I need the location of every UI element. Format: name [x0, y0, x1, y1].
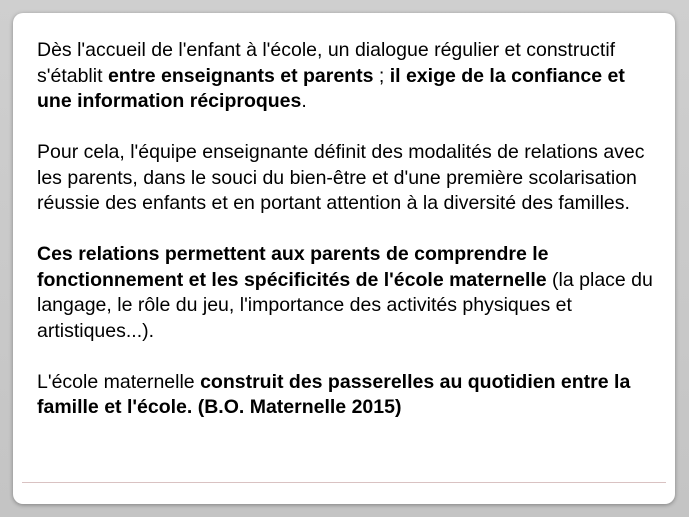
slide-text-body — [37, 38, 657, 421]
paragraph-equipe — [37, 140, 657, 217]
text-run: (la place du langage, le rôle du jeu, l'importance des activités physiques et artistiques...). — [37, 268, 653, 342]
footer-divider — [22, 482, 666, 483]
text-run: Dès l'accueil de l'enfant à l'école, un dialogue régulier et constructif s'établit — [37, 39, 616, 87]
text-run: Pour cela, l'équipe enseignante définit des modalités de relations avec les parents, dans le souci du bien-être et d'une première scolarisation réussie des enfants et en portant attention à la diversité des familles. — [37, 141, 645, 214]
paragraph-relations — [37, 242, 657, 344]
text-run-bold: Ces relations permettent aux parents de comprendre le fonctionnement et les spécificités de l'école maternelle — [37, 243, 549, 291]
text-run: . — [301, 90, 307, 112]
text-run: ; — [373, 64, 390, 87]
text-run-bold: construit des passerelles au quotidien entre la famille et l'école. (B.O. Maternelle 2015) — [37, 370, 631, 418]
text-run-bold: il exige de la confiance et une information réciproques — [37, 64, 625, 112]
paragraph-accueil — [37, 38, 657, 115]
text-run-bold: entre enseignants et parents — [107, 64, 374, 87]
text-run: L'école maternelle — [37, 370, 201, 393]
paragraph-passerelles — [37, 370, 657, 421]
